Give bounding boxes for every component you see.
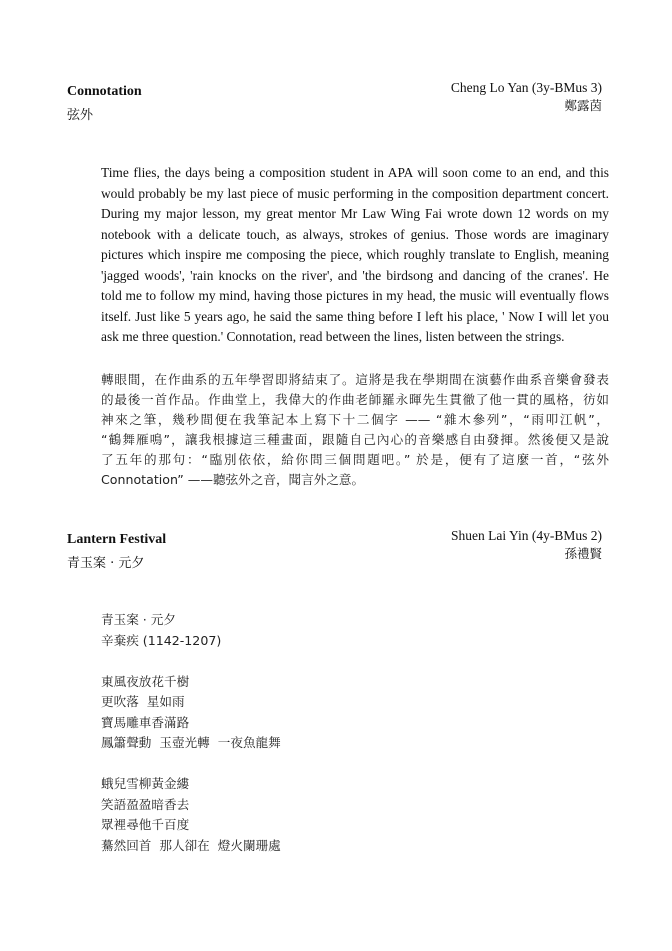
poem-line: 笑語盈盈暗香去: [101, 796, 190, 812]
poem-line: 鳳簫聲動 玉壺光轉 一夜魚龍舞: [101, 735, 281, 750]
program-note-en: [101, 163, 609, 348]
text-line: 了五年的那句：“臨別依依，給你問三個問題吧。” 於是，便有了這麼一首，“弦外: [101, 452, 609, 467]
text-line: ask me three question.' Connotation, read between the lines, listen between the strings.: [101, 329, 565, 344]
text-line: told me to follow my mind, having those pictures in my head, the music will eventually flows: [101, 288, 609, 303]
text-line: pictures which inspire me composing the piece, which roughly translate to English, meaning: [101, 247, 609, 262]
composer-name-zh: 孫禮賢: [564, 546, 602, 561]
poem-line: 眾裡尋他千百度: [101, 817, 190, 832]
poem-line: 寶馬雕車香滿路: [101, 714, 190, 730]
piece-title-zh: 弦外: [67, 108, 94, 123]
piece-title-zh: 青玉案 · 元夕: [67, 556, 145, 571]
poem-line: 驀然回首 那人卻在 燈火闌珊處: [101, 837, 281, 853]
poem-author: 辛棄疾 (1142-1207): [101, 632, 222, 648]
text-line: During my major lesson, my great mentor Mr Law Wing Fai wrote down 12 words on my: [101, 206, 609, 221]
piece-title-en: Connotation: [67, 84, 142, 99]
text-line: 'jagged woods', 'rain knocks on the river', and 'the birdsong and dancing of the cranes'. He: [101, 267, 609, 283]
poem-line: [101, 754, 281, 775]
text-line: Connotation” ——聽弦外之音，聞言外之意。: [101, 472, 365, 487]
text-line: “鶴舞雁鳴”，讓我根據這三種畫面，跟隨自己內心的音樂感自由發揮。然後便又是說: [101, 432, 609, 447]
text-line: 神來之筆，幾秒間便在我筆記本上寫下十二個字 —— “雜木參列”，“雨叩江帆”，: [101, 412, 609, 427]
piece-title-en: Lantern Festival: [67, 532, 167, 547]
text-line: 的最後一首作品。作曲堂上，我偉大的作曲老師羅永暉先生貫徹了他一貫的風格，彷如: [101, 392, 609, 407]
poem-line: 東風夜放花千樹: [101, 673, 190, 689]
program-note-zh: [101, 370, 609, 490]
text-line: itself. Just like 5 years ago, he said the same thing before I left his place, ' Now I will let you: [101, 308, 609, 324]
poem-line: 蛾兒雪柳黃金縷: [101, 776, 190, 791]
text-line: notebook with a delicate touch, as always, strokes of genius. Those words are imaginary: [101, 226, 609, 242]
composer-name-zh: 鄭露茵: [564, 98, 602, 113]
text-line: would probably be my last piece of music performing in the composition department concert.: [101, 185, 609, 201]
composer-name-en: Shuen Lai Yin (4y-BMus 2): [451, 528, 602, 543]
poem-title: 青玉案 · 元夕: [101, 612, 176, 627]
text-line: Time flies, the days being a composition student in APA will soon come to an end, and this: [101, 165, 609, 180]
poem-line: 更吹落 星如雨: [101, 694, 185, 709]
composer-name-en: Cheng Lo Yan (3y-BMus 3): [450, 80, 602, 95]
poem: [101, 610, 281, 856]
text-line: 轉眼間，在作曲系的五年學習即將結束了。這將是我在學期間在演藝作曲系音樂會發表: [101, 372, 609, 387]
poem-line: [101, 651, 281, 672]
